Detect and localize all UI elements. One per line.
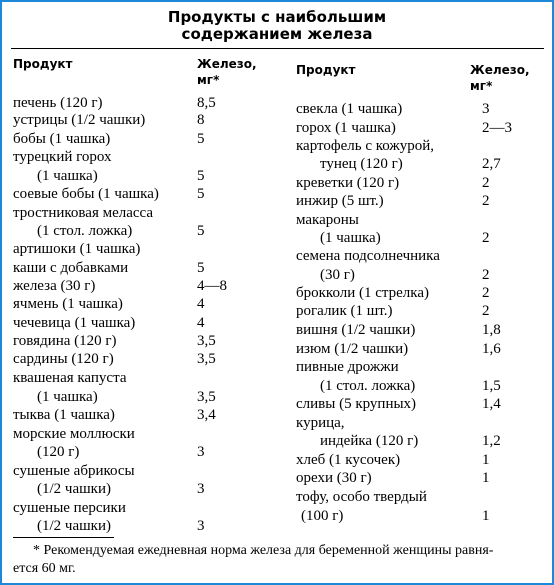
left-iron-value: 5 [197, 223, 205, 239]
left-header-iron: Железо, [197, 57, 257, 71]
right-iron-value: 1 [482, 508, 490, 524]
left-product: тыква (1 чашка) [13, 407, 115, 423]
table-title-line-2: содержанием железа [181, 25, 373, 43]
left-product: тростниковая меласса [13, 205, 154, 221]
right-iron-value: 1,4 [482, 396, 501, 412]
left-product: сардины (120 г) [13, 351, 114, 367]
right-product-continued: (30 г) [320, 267, 355, 283]
right-product: рогалик (1 шт.) [296, 303, 393, 319]
right-product: сливы (5 крупных) [296, 396, 417, 412]
left-product: ячмень (1 чашка) [13, 296, 123, 312]
right-header-iron-unit: мг* [470, 79, 493, 93]
right-iron-value: 2 [482, 193, 490, 209]
left-iron-value: 5 [197, 168, 205, 184]
left-iron-value: 3,5 [197, 333, 216, 349]
left-product: печень (120 г) [13, 95, 103, 111]
left-product: артишоки (1 чашка) [13, 241, 141, 257]
right-product: изюм (1/2 чашки) [296, 341, 409, 357]
right-product-continued: (1 чашка) [320, 230, 381, 246]
right-product: курица, [296, 415, 345, 431]
left-product-continued: железа (30 г) [13, 278, 96, 294]
right-product: креветки (120 г) [296, 175, 400, 191]
table-title-line-1: Продукты с наибольшим [167, 8, 387, 26]
left-product-continued: (1 чашка) [37, 389, 98, 405]
left-iron-value: 5 [197, 186, 205, 202]
right-iron-value: 2 [482, 303, 490, 319]
left-product: морские моллюски [13, 426, 135, 442]
right-product: инжир (5 шт.) [296, 193, 384, 209]
left-iron-value: 3,5 [197, 351, 216, 367]
right-product: хлеб (1 кусочек) [296, 452, 401, 468]
footnote-line-2: ется 60 мг. [13, 561, 76, 576]
left-iron-value: 4—8 [197, 278, 227, 294]
left-iron-value: 4 [197, 315, 205, 331]
left-header-product: Продукт [13, 57, 73, 71]
right-header-product: Продукт [296, 63, 356, 77]
right-iron-value: 2 [482, 285, 490, 301]
right-iron-value: 1,5 [482, 378, 501, 394]
right-product: горох (1 чашка) [296, 120, 396, 136]
left-product: соевые бобы (1 чашка) [13, 186, 159, 202]
right-product: картофель с кожурой, [296, 138, 435, 154]
right-product: орехи (30 г) [296, 470, 372, 486]
left-product: сушеные персики [13, 500, 126, 516]
left-iron-value: 8 [197, 112, 205, 128]
left-iron-value: 5 [197, 131, 205, 147]
left-product: бобы (1 чашка) [13, 131, 111, 147]
right-product: пивные дрожжи [296, 359, 399, 375]
right-iron-value: 2—3 [482, 120, 512, 136]
left-product: каши с добавками [13, 260, 129, 276]
right-product: брокколи (1 стрелка) [296, 285, 430, 301]
left-product-continued: (120 г) [37, 444, 80, 460]
left-iron-value: 3,5 [197, 389, 216, 405]
left-iron-value: 3,4 [197, 407, 216, 423]
right-product: вишня (1/2 чашки) [296, 322, 416, 338]
right-iron-value: 1,2 [482, 433, 501, 449]
left-product-continued: (1 стол. ложка) [37, 223, 133, 239]
left-iron-value: 3 [197, 481, 205, 497]
right-iron-value: 1,6 [482, 341, 501, 357]
footnote-rule [13, 537, 114, 538]
left-iron-value: 3 [197, 444, 205, 460]
right-iron-value: 2 [482, 230, 490, 246]
left-iron-value: 4 [197, 296, 205, 312]
right-iron-value: 2,7 [482, 156, 501, 172]
right-iron-value: 2 [482, 175, 490, 191]
right-product-continued: (100 г) [301, 508, 344, 524]
left-iron-value: 3 [197, 518, 205, 534]
right-iron-value: 1,8 [482, 322, 501, 338]
right-product-continued: (1 стол. ложка) [320, 378, 416, 394]
left-product-continued: (1/2 чашки) [37, 518, 111, 534]
left-product: говядина (120 г) [13, 333, 117, 349]
left-product-continued: (1 чашка) [37, 168, 98, 184]
right-iron-value: 2 [482, 267, 490, 283]
right-iron-value: 3 [482, 101, 490, 117]
left-product-continued: (1/2 чашки) [37, 481, 111, 497]
left-iron-value: 8,5 [197, 95, 216, 111]
left-product: сушеные абрикосы [13, 463, 135, 479]
right-product: макароны [296, 212, 359, 228]
footnote-line-1: * Рекомендуемая ежедневная норма железа для беременной женщины равня- [33, 543, 494, 558]
right-header-iron: Железо, [470, 63, 530, 77]
left-product: чечевица (1 чашка) [13, 315, 136, 331]
title-divider [11, 48, 544, 49]
left-product: турецкий горох [13, 149, 112, 165]
left-product: квашеная капуста [13, 370, 127, 386]
right-iron-value: 1 [482, 452, 490, 468]
left-iron-value: 5 [197, 260, 205, 276]
right-product: свекла (1 чашка) [296, 101, 403, 117]
right-product: тофу, особо твердый [296, 489, 427, 505]
right-iron-value: 1 [482, 470, 490, 486]
left-product: устрицы (1/2 чашки) [13, 112, 146, 128]
right-product-continued: индейка (120 г) [320, 433, 419, 449]
right-product-continued: тунец (120 г) [320, 156, 403, 172]
left-header-iron-unit: мг* [197, 73, 220, 87]
right-product: семена подсолнечника [296, 248, 440, 264]
